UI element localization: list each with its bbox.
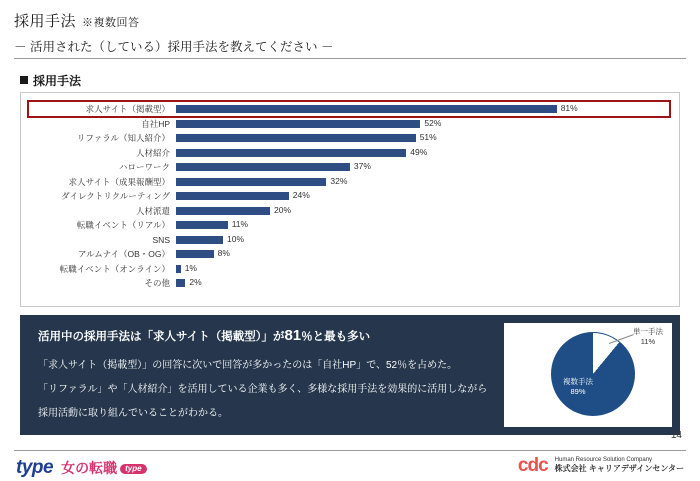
bar-value-label: 81% xyxy=(560,103,578,113)
bar-track xyxy=(176,146,679,161)
summary-headline xyxy=(38,327,498,344)
bar-fill xyxy=(176,134,416,142)
bar-category-label: その他 xyxy=(144,278,170,289)
pie-graphic xyxy=(551,332,635,416)
bar-category-label: 人材紹介 xyxy=(135,147,170,158)
bar-track xyxy=(176,160,679,175)
pie-label-multi-name: 複数手法 xyxy=(563,377,593,386)
bar-category-label: ハローワーク xyxy=(118,162,170,173)
page-title-text: 採用手法 xyxy=(14,13,77,30)
bar-track xyxy=(176,175,679,190)
bar-track xyxy=(176,218,679,233)
summary-headline-number: 81 xyxy=(284,327,302,344)
bar-fill xyxy=(176,163,350,171)
bar-value-label: 20% xyxy=(274,204,292,215)
bar-chart-row xyxy=(21,233,679,248)
bar-chart-row xyxy=(21,102,679,117)
summary-paragraph-2: 「リファラル」や「人材紹介」を活用している企業も多く、多様な採用手法を効果的に活用しながら xyxy=(38,384,488,395)
bar-chart xyxy=(21,93,679,306)
pie-label-single-name: 単一手法 xyxy=(633,327,663,336)
pie-label-single-value: 11% xyxy=(640,337,656,346)
pie-label-multi xyxy=(563,377,593,397)
bar-fill xyxy=(176,149,406,157)
bar-fill xyxy=(176,250,214,258)
bar-value-label: 2% xyxy=(189,277,202,287)
bar-chart-rows xyxy=(21,102,679,291)
pie-chart-panel xyxy=(504,323,672,427)
bar-value-label: 49% xyxy=(410,146,428,157)
josei-tenshoku-logo-tag: type xyxy=(120,464,146,474)
bar-value-label: 8% xyxy=(217,248,230,258)
bar-chart-panel xyxy=(20,92,680,307)
bar-category-label: リファラル（知人紹介） xyxy=(76,133,170,144)
summary-panel xyxy=(20,315,680,435)
bar-fill xyxy=(176,192,289,200)
bar-category-label: アルムナイ（OB・OG） xyxy=(77,249,170,260)
summary-paragraph-1: 「求人サイト（掲載型）」の回答に次いで回答が多かったのは「自社HP」で、52％を占めた。 xyxy=(38,360,458,371)
bar-track xyxy=(176,233,679,248)
type-logo: type xyxy=(16,457,54,478)
bar-fill xyxy=(176,265,181,273)
bar-value-label: 24% xyxy=(292,190,310,200)
bar-value-label: 11% xyxy=(231,219,249,229)
bar-value-label: 37% xyxy=(353,161,371,171)
bar-chart-row xyxy=(21,247,679,262)
bar-chart-row xyxy=(21,262,679,277)
footer-divider xyxy=(14,450,686,451)
bar-fill xyxy=(176,105,557,113)
summary-headline-post: ％と最も多い xyxy=(301,331,371,343)
bar-value-label: 1% xyxy=(184,262,197,273)
bar-value-label: 32% xyxy=(330,175,348,186)
bar-value-label: 10% xyxy=(227,233,245,244)
pie-label-single xyxy=(633,327,663,347)
bar-track xyxy=(176,204,679,219)
bar-fill xyxy=(176,178,326,186)
bar-fill xyxy=(176,221,228,229)
bar-track xyxy=(176,131,679,146)
summary-text-block xyxy=(38,327,498,430)
page-number: 14 xyxy=(670,430,682,441)
bar-value-label: 52% xyxy=(424,117,442,128)
bar-track xyxy=(176,247,679,262)
summary-headline-pre: 活用中の採用手法は「求人サイト（掲載型）」が xyxy=(38,331,285,343)
cdc-logo-text xyxy=(555,457,684,475)
bar-chart-row xyxy=(21,276,679,291)
brand-logos-left xyxy=(16,458,147,477)
bar-chart-row xyxy=(21,131,679,146)
bar-value-label: 51% xyxy=(419,132,437,142)
section-heading-label: 採用手法 xyxy=(33,74,82,88)
slide-header xyxy=(14,10,686,55)
bar-category-label: 自社HP xyxy=(141,118,170,129)
pie-chart xyxy=(513,327,663,423)
page-title-note: ※複数回答 xyxy=(82,17,140,29)
bar-fill xyxy=(176,207,270,215)
page-title xyxy=(14,10,686,31)
bar-chart-row xyxy=(21,117,679,132)
bar-category-label: SNS xyxy=(152,234,170,245)
bar-category-label: 転職イベント（オンライン） xyxy=(59,263,170,274)
bar-chart-row xyxy=(21,189,679,204)
bar-chart-row xyxy=(21,218,679,233)
josei-tenshoku-logo xyxy=(61,461,146,475)
bar-fill xyxy=(176,236,223,244)
bar-track xyxy=(176,102,679,117)
page-subtitle: － 活用された（している）採用手法を教えてください － xyxy=(14,40,334,54)
bar-category-label: 人材派遣 xyxy=(135,205,170,216)
bar-category-label: 転職イベント（リアル） xyxy=(76,220,170,231)
cdc-logo-jp: 株式会社 キャリアデザインセンター xyxy=(554,464,684,474)
bar-track xyxy=(176,117,679,132)
bar-chart-row xyxy=(21,146,679,161)
company-logo xyxy=(518,456,684,475)
bar-fill xyxy=(176,120,420,128)
summary-paragraph-3: 採用活動に取り組んでいることがわかる。 xyxy=(38,408,228,419)
bar-track xyxy=(176,262,679,277)
section-heading xyxy=(20,72,81,89)
bar-chart-row xyxy=(21,204,679,219)
pie-label-multi-value: 89% xyxy=(570,387,586,396)
bar-fill xyxy=(176,279,185,287)
cdc-logo-mark: cdc xyxy=(517,455,548,476)
bar-track xyxy=(176,276,679,291)
bar-track xyxy=(176,189,679,204)
square-bullet-icon xyxy=(20,76,28,84)
bar-category-label: ダイレクトリクルーティング xyxy=(61,191,170,202)
bar-category-label: 求人サイト（掲載型） xyxy=(85,104,170,115)
header-divider xyxy=(14,58,686,59)
bar-chart-row xyxy=(21,175,679,190)
bar-chart-row xyxy=(21,160,679,175)
josei-tenshoku-logo-text: 女の転職 xyxy=(61,459,118,476)
bar-category-label: 求人サイト（成果報酬型） xyxy=(68,176,170,187)
cdc-logo-en: Human Resource Solution Company xyxy=(554,456,653,463)
